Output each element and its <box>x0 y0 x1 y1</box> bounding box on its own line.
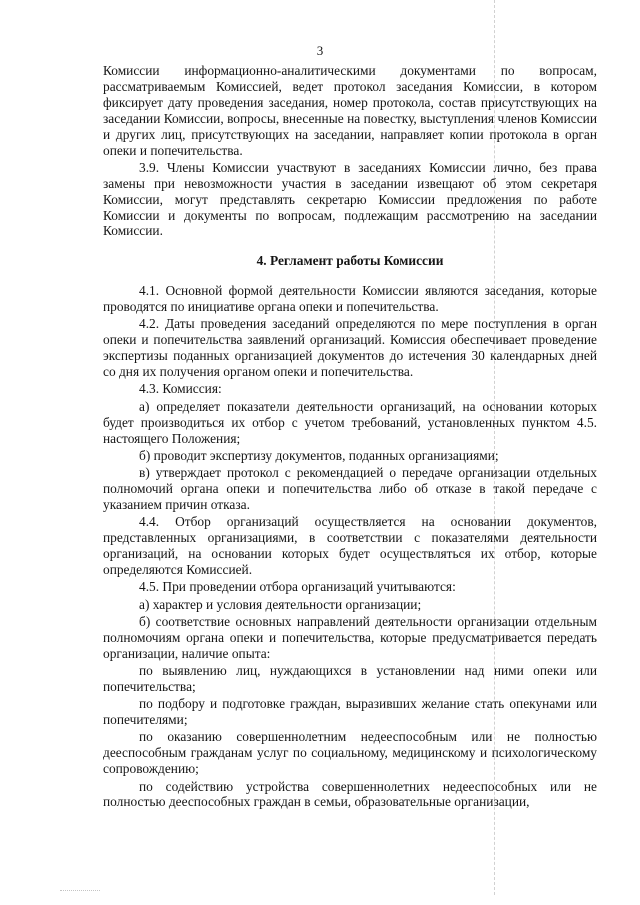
paragraph-experience-identification: по выявлению лиц, нуждающихся в установлении над ними опеки или попечительства; <box>103 663 597 694</box>
paragraph-experience-selection: по подбору и подготовке граждан, выразивших желание стать опекунами или попечителями; <box>103 696 597 728</box>
paragraph-4-2: 4.2. Даты проведения заседаний определяются по мере поступления в орган опеки и попечительства заявлений организаций. Комиссия обеспечивает проведение экспертизы поданных организацией документов до истечения 30 календарных дней со дня их получения органом опеки и попечительства. <box>103 316 597 380</box>
paragraph-4-5-b: б) соответствие основных направлений деятельности организации отдельным полномочиям органа опеки и попечительства, которые предусматривается передать организации, наличие опыта: <box>103 613 597 661</box>
scan-artifact <box>60 890 100 897</box>
paragraph-commission-secretary-duties: Комиссии информационно-аналитическими документами по вопросам, рассматриваемым Комиссией, ведет протокол заседания Комиссии, в котором фиксирует дату проведения заседания, номер протокола, состав присутствующих на заседании Комиссии, вопросы, внесенные на повестку, выступления членов Комиссии и других лиц, присутствующих на заседании, направляет копии протокола в орган опеки и попечительства. <box>103 63 597 158</box>
paragraph-experience-placement: по содействию устройства совершеннолетних недееспособных или не полностью дееспособных граждан в семьи, образовательные организации, <box>103 778 597 810</box>
paragraph-4-4: 4.4. Отбор организаций осуществляется на основании документов, представленных организациями, в соответствии с показателями деятельности организаций, на основании которых будет осуществляться их отбор, которые определяются Комиссией. <box>103 514 597 578</box>
paragraph-4-5-a: а) характер и условия деятельности организации; <box>139 596 422 612</box>
section-title-4: 4. Регламент работы Комиссии <box>256 253 444 269</box>
paragraph-4-3-b: б) проводит экспертизу документов, поданных организациями; <box>139 447 499 463</box>
paragraph-4-3-a: а) определяет показатели деятельности организаций, на основании которых будет производиться их отбор с учетом требований, установленных пунктом 4.5. настоящего Положения; <box>103 398 597 446</box>
paragraph-4-3: 4.3. Комиссия: <box>139 381 222 397</box>
document-body <box>103 63 597 812</box>
paragraph-4-5: 4.5. При проведении отбора организаций учитываются: <box>139 579 456 595</box>
page-number: 3 <box>316 43 324 58</box>
paragraph-4-3-v: в) утверждает протокол с рекомендацией о передаче организации отдельных полномочий органа опеки и попечительства либо об отказе в такой передаче с указанием причин отказа. <box>103 465 597 512</box>
paragraph-3-9: 3.9. Члены Комиссии участвуют в заседаниях Комиссии лично, без права замены при невозможности участия в заседании извещают об этом секретаря Комиссии, могут представлять секретарю Комиссии предложения по работе Комиссии и документы по вопросам, подлежащим рассмотрению на заседании Комиссии. <box>103 159 597 239</box>
paragraph-4-1: 4.1. Основной формой деятельности Комиссии являются заседания, которые проводятся по инициативе органа опеки и попечительства. <box>103 283 597 315</box>
paragraph-experience-services: по оказанию совершеннолетним недееспособным или не полностью дееспособным гражданам услуг по социальному, медицинскому и психологическому сопровождению; <box>103 729 597 777</box>
